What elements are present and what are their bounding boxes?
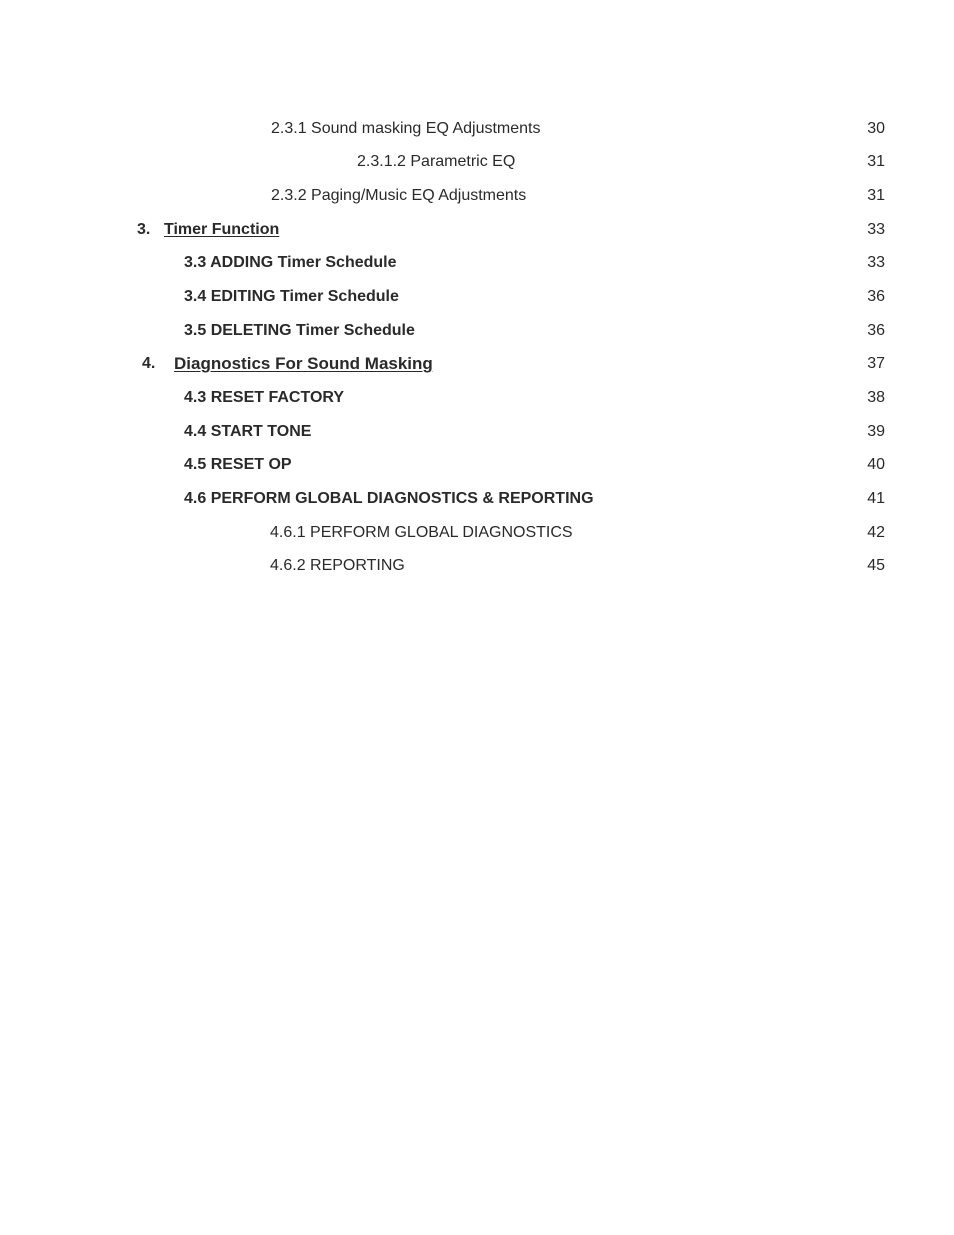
toc-entry-label: 3.3 ADDING Timer Schedule — [184, 254, 397, 271]
toc-entry-label: 2.3.2 Paging/Music EQ Adjustments — [271, 187, 527, 204]
toc-heading-number: 3. — [137, 221, 151, 238]
toc-entry-4-6-2[interactable] — [0, 554, 954, 578]
toc-entry-4-4[interactable] — [0, 420, 954, 444]
toc-entry-label: 4.5 RESET OP — [184, 456, 292, 473]
toc-entry-4-6-1[interactable] — [0, 521, 954, 545]
toc-heading-timer-function[interactable] — [0, 218, 954, 242]
toc-entry-page: 33 — [867, 254, 885, 271]
toc-entry-page: 31 — [867, 153, 885, 170]
toc-entry-page: 40 — [867, 456, 885, 473]
toc-entry-2-3-1-2[interactable] — [0, 150, 954, 174]
toc-entry-label: 2.3.1 Sound masking EQ Adjustments — [271, 120, 541, 137]
toc-entry-page: 31 — [867, 187, 885, 204]
toc-entry-label: 4.6 PERFORM GLOBAL DIAGNOSTICS & REPORTING — [184, 490, 594, 507]
toc-entry-page: 39 — [867, 423, 885, 440]
toc-entry-4-3[interactable] — [0, 386, 954, 410]
toc-entry-page: 36 — [867, 322, 885, 339]
toc-entry-page: 45 — [867, 557, 885, 574]
toc-entry-page: 30 — [867, 120, 885, 137]
toc-entry-label: 4.3 RESET FACTORY — [184, 389, 345, 406]
toc-entry-label: 2.3.1.2 Parametric EQ — [357, 153, 516, 170]
toc-heading-diagnostics[interactable] — [0, 352, 954, 376]
toc-entry-3-4[interactable] — [0, 285, 954, 309]
toc-entry-4-6[interactable] — [0, 487, 954, 511]
toc-entry-page: 37 — [867, 355, 885, 372]
toc-entry-2-3-2[interactable] — [0, 184, 954, 208]
toc-entry-page: 41 — [867, 490, 885, 507]
toc-entry-3-3[interactable] — [0, 251, 954, 275]
toc-entry-2-3-1[interactable] — [0, 117, 954, 141]
toc-entry-page: 38 — [867, 389, 885, 406]
toc-entry-label: 4.6.1 PERFORM GLOBAL DIAGNOSTICS — [270, 524, 573, 541]
toc-heading-number: 4. — [142, 355, 156, 372]
toc-entry-label: 3.5 DELETING Timer Schedule — [184, 322, 415, 339]
toc-entry-3-5[interactable] — [0, 319, 954, 343]
toc-entry-label: 3.4 EDITING Timer Schedule — [184, 288, 399, 305]
toc-entry-4-5[interactable] — [0, 453, 954, 477]
toc-heading-label: Timer Function — [164, 221, 280, 238]
toc-entry-label: 4.6.2 REPORTING — [270, 557, 405, 574]
toc-entry-page: 36 — [867, 288, 885, 305]
toc-entry-page: 42 — [867, 524, 885, 541]
toc-entry-page: 33 — [867, 221, 885, 238]
toc-entry-label: 4.4 START TONE — [184, 423, 312, 440]
toc-heading-label: Diagnostics For Sound Masking — [174, 354, 433, 373]
